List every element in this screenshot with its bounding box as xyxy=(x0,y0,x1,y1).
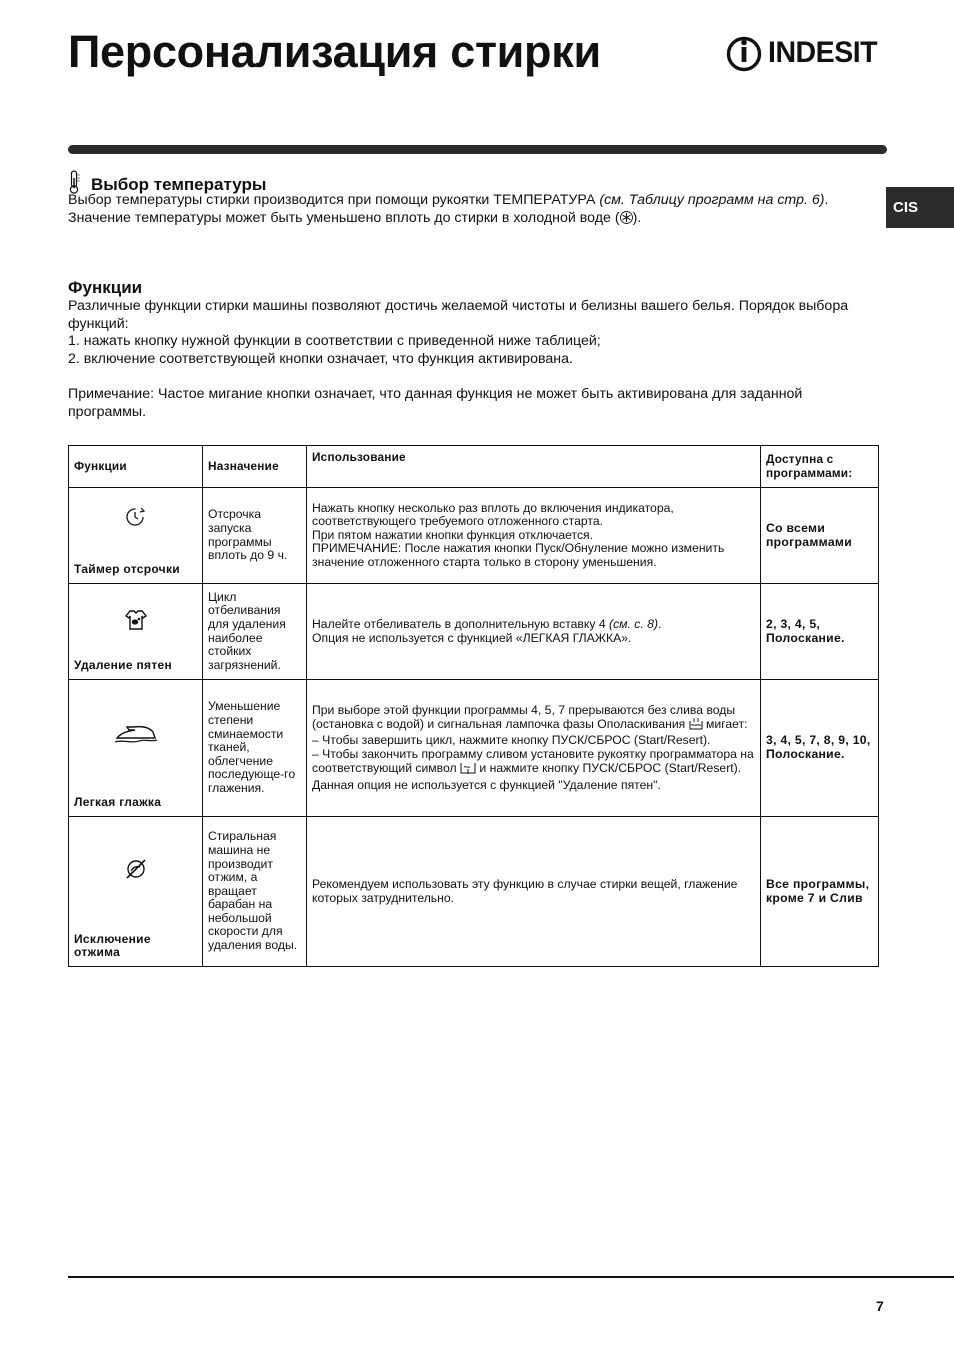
temperature-heading-text: Выбор температуры xyxy=(91,174,267,194)
function-name: Удаление пятен xyxy=(74,658,173,673)
function-usage: Нажать кнопку несколько раз вплоть до включения индикатора, соответствующего требуемого отложенного старта. При пятом нажатии кнопки функция отключается. ПРИМЕЧАНИЕ: После нажатия кнопки Пуск/Обнуление можно изменить значение отложенного старта только в сторону уменьшения. xyxy=(307,488,761,584)
temperature-text-2: Значение температуры может быть уменьшено вплоть до стирки в холодной воде ( xyxy=(68,209,620,226)
stain-removal-icon xyxy=(69,608,202,632)
function-availability: 3, 4, 5, 7, 8, 9, 10, Полоскание. xyxy=(761,680,879,817)
table-header-usage: Использование xyxy=(307,446,761,488)
table-header-purpose: Назначение xyxy=(203,446,307,488)
function-availability: Со всеми программами xyxy=(761,488,879,584)
functions-heading: Функции xyxy=(68,278,143,297)
table-row xyxy=(69,680,879,817)
function-availability: Все программы, кроме 7 и Слив xyxy=(761,817,879,967)
drain-icon xyxy=(460,761,476,779)
table-header-available: Доступна с программами: xyxy=(761,446,879,488)
usage-text: и нажмите кнопку ПУСК/СБРОС (Start/Resert). Данная опция не используется с функцией "Удаление пятен". xyxy=(312,761,742,792)
delay-timer-icon xyxy=(69,504,202,528)
no-spin-icon xyxy=(69,857,202,881)
table-row xyxy=(69,817,879,967)
function-cell-stain-removal xyxy=(69,584,203,680)
rinse-icon xyxy=(689,717,703,734)
usage-text: . Опция не используется с функцией «ЛЕГКАЯ ГЛАЖКА». xyxy=(312,616,662,645)
function-name: Таймер отсрочки xyxy=(74,562,180,577)
page-number: 7 xyxy=(876,1298,884,1314)
brand-logo-icon xyxy=(726,33,762,73)
function-cell-easy-iron xyxy=(69,680,203,817)
snowflake-icon xyxy=(620,211,633,230)
functions-note: Примечание: Частое мигание кнопки означает, что данная функция не может быть активирована для заданной программы. xyxy=(68,386,803,420)
footer-rule xyxy=(68,1276,954,1278)
usage-text: мигает: – Чтобы завершить цикл, нажмите кнопку ПУСК/СБРОС (Start/Resert). – Чтобы закончить программу сливом установите рукоятку программатора на соответствующий символ xyxy=(312,717,754,776)
temperature-text-2-end: ). xyxy=(632,209,642,226)
function-usage xyxy=(307,584,761,680)
table-row xyxy=(69,584,879,680)
function-purpose: Стиральная машина не производит отжим, а вращает барабан на небольшой скорости для удаления воды. xyxy=(203,817,307,967)
function-purpose: Цикл отбеливания для удаления наиболее стойких загрязнений. xyxy=(203,584,307,680)
function-purpose: Уменьшение степени сминаемости тканей, облегчение последующе-го глажения. xyxy=(203,680,307,817)
functions-table xyxy=(68,445,879,967)
temperature-text-ref: (см. Таблицу программ на стр. 6) xyxy=(599,192,825,208)
page-title: Персонализация стирки xyxy=(68,26,601,77)
easy-iron-icon xyxy=(69,720,202,746)
header-rule xyxy=(68,145,887,154)
table-header-row xyxy=(69,446,879,488)
functions-intro: Различные функции стирки машины позволяют достичь желаемой чистоты и белизны вашего белья. Порядок выбора функций: xyxy=(68,298,849,332)
function-name: Легкая глажка xyxy=(74,795,162,810)
usage-ref: (см. с. 8) xyxy=(609,616,658,631)
table-row xyxy=(69,488,879,584)
temperature-text-1: Выбор температуры стирки производится при помощи рукоятки ТЕМПЕРАТУРА xyxy=(68,192,596,208)
brand-name: INDESIT xyxy=(768,36,878,69)
functions-step-1: 1. нажать кнопку нужной функции в соответствии с приведенной ниже таблицей; xyxy=(68,333,601,349)
brand-logo xyxy=(726,32,883,74)
language-tab: CIS xyxy=(886,187,954,228)
function-usage xyxy=(307,680,761,817)
function-availability: 2, 3, 4, 5, Полоскание. xyxy=(761,584,879,680)
functions-step-2: 2. включение соответствующей кнопки означает, что функция активирована. xyxy=(68,351,573,367)
function-name: Исключение отжима xyxy=(74,931,151,960)
usage-text: При выборе этой функции программы 4, 5, 7 прерываются без слива воды (остановка с водой) и сигнальная лампочка фазы Ополаскивания xyxy=(312,702,736,732)
usage-text: Налейте отбеливатель в дополнительную вставку 4 xyxy=(312,616,610,631)
function-usage: Рекомендуем использовать эту функцию в случае стирки вещей, глажение которых затруднительно. xyxy=(307,817,761,967)
temperature-text: Выбор температуры стирки производится при помощи рукоятки ТЕМПЕРАТУРА (см. Таблицу программ на стр. 6). Значение температуры может быть уменьшено вплоть до стирки в холодной воде ( ). xyxy=(68,192,880,229)
function-purpose: Отсрочка запуска программы вплоть до 9 ч. xyxy=(203,488,307,584)
table-header-functions: Функции xyxy=(69,446,203,488)
function-cell-no-spin xyxy=(69,817,203,967)
function-cell-delay-timer xyxy=(69,488,203,584)
